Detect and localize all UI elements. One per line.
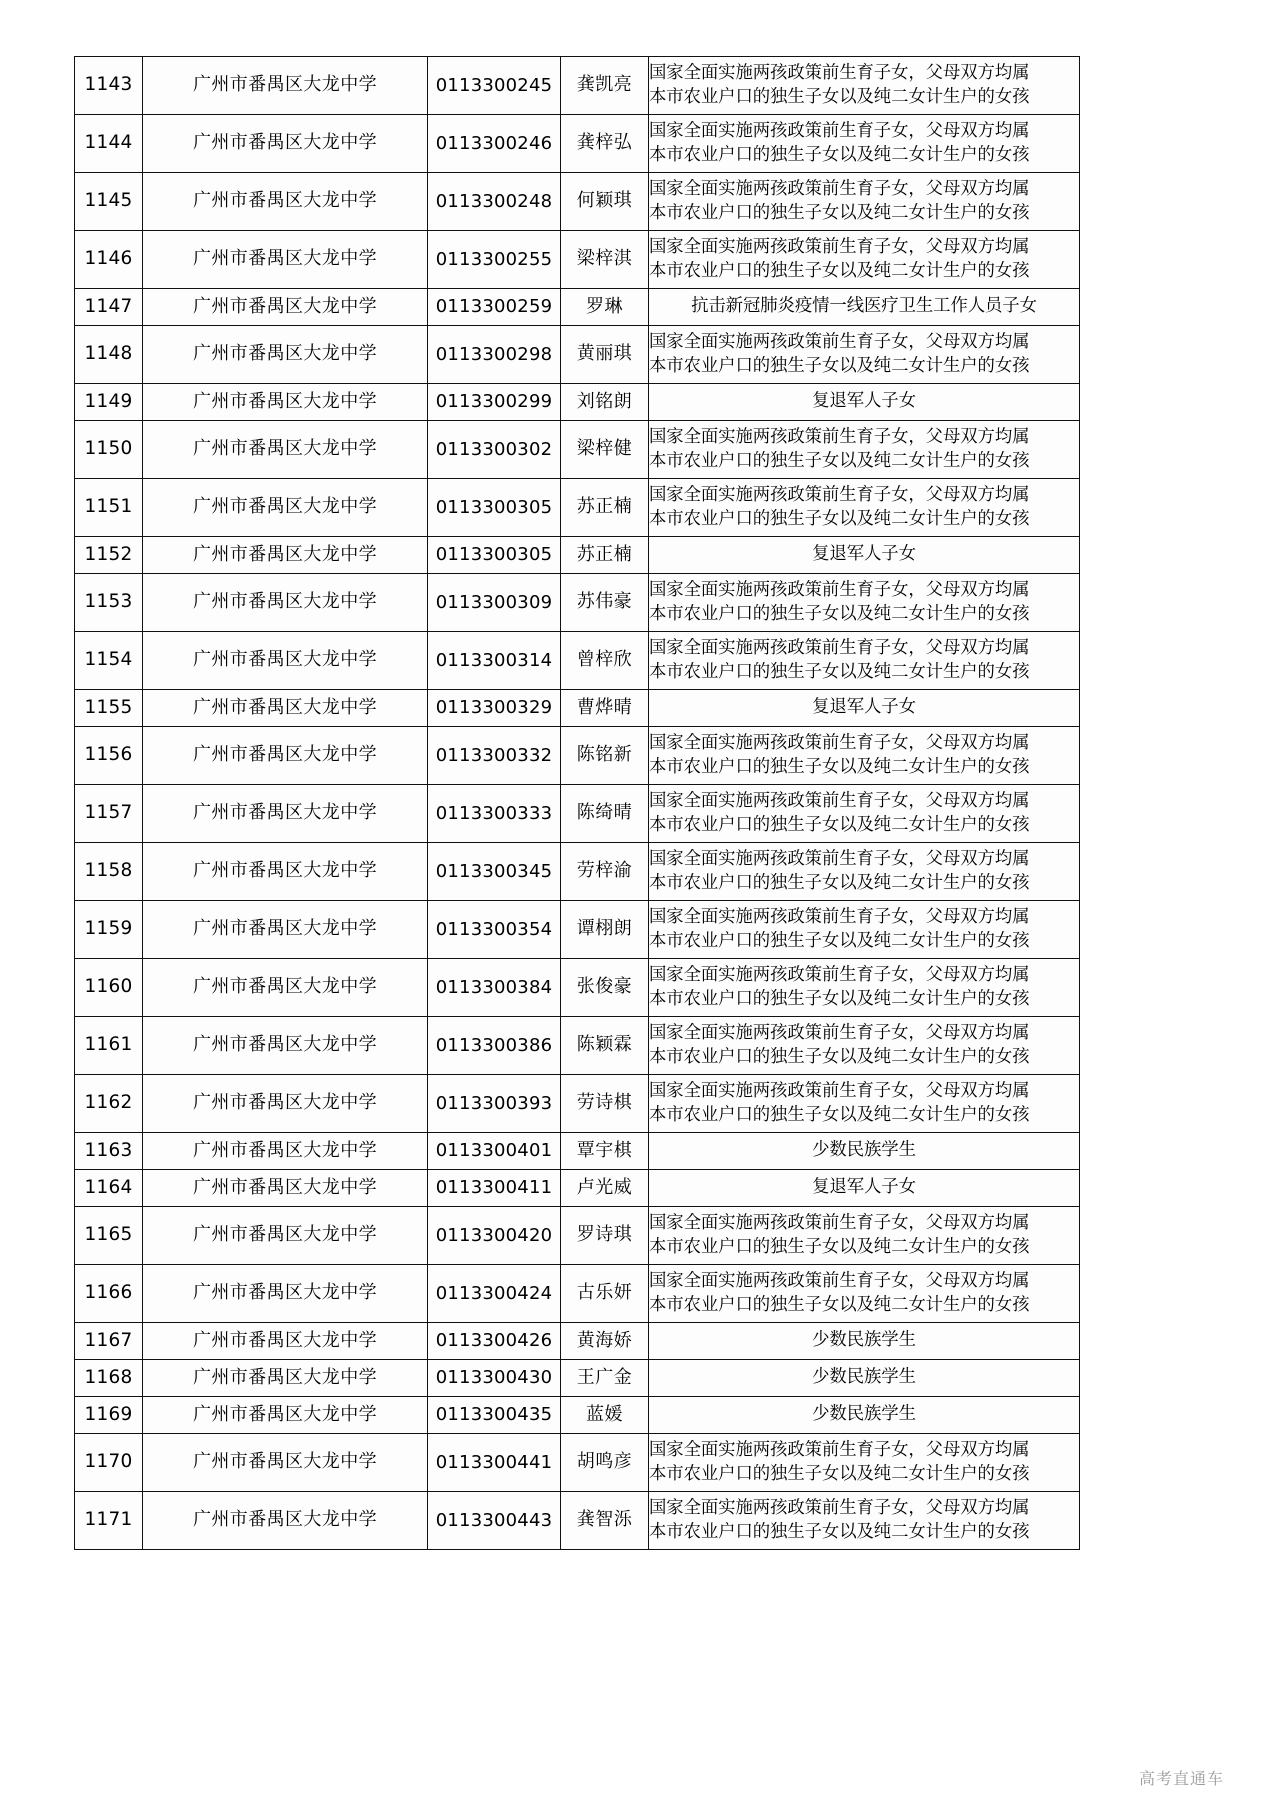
bonus-reason-line-2: 本市农业户口的独生子女以及纯二女计生户的女孩 (649, 756, 1030, 777)
cell-school-name: 广州市番禺区大龙中学 (143, 1017, 428, 1075)
table-row (75, 115, 1080, 173)
cell-sequence-number: 1165 (75, 1207, 143, 1265)
cell-student-name: 苏伟豪 (561, 574, 649, 632)
cell-sequence-number: 1164 (75, 1170, 143, 1207)
table-row (75, 727, 1080, 785)
bonus-reason-line-2: 本市农业户口的独生子女以及纯二女计生户的女孩 (649, 202, 1030, 223)
cell-school-name: 广州市番禺区大龙中学 (143, 690, 428, 727)
cell-school-name: 广州市番禺区大龙中学 (143, 1133, 428, 1170)
bonus-reason-line-1: 国家全面实施两孩政策前生育子女，父母双方均属 (649, 1213, 1030, 1234)
cell-student-name: 张俊豪 (561, 959, 649, 1017)
cell-student-name: 罗琳 (561, 289, 649, 326)
cell-school-name: 广州市番禺区大龙中学 (143, 901, 428, 959)
cell-student-name: 罗诗琪 (561, 1207, 649, 1265)
cell-bonus-reason: 复退军人子女 (649, 384, 1080, 421)
cell-school-name: 广州市番禺区大龙中学 (143, 289, 428, 326)
bonus-reason-line-1: 国家全面实施两孩政策前生育子女，父母双方均属 (649, 1271, 1030, 1292)
cell-student-name: 何颖琪 (561, 173, 649, 231)
cell-exam-number: 0113300435 (428, 1397, 561, 1434)
cell-exam-number: 0113300384 (428, 959, 561, 1017)
cell-exam-number: 0113300298 (428, 326, 561, 384)
cell-student-name: 卢光威 (561, 1170, 649, 1207)
cell-exam-number: 0113300246 (428, 115, 561, 173)
cell-exam-number: 0113300305 (428, 537, 561, 574)
table-row (75, 384, 1080, 421)
cell-exam-number: 0113300401 (428, 1133, 561, 1170)
cell-student-name: 劳诗棋 (561, 1075, 649, 1133)
cell-school-name: 广州市番禺区大龙中学 (143, 574, 428, 632)
roster-table (74, 56, 1080, 1550)
cell-school-name: 广州市番禺区大龙中学 (143, 384, 428, 421)
bonus-reason-line-1: 国家全面实施两孩政策前生育子女，父母双方均属 (649, 63, 1030, 84)
table-row (75, 959, 1080, 1017)
cell-sequence-number: 1161 (75, 1017, 143, 1075)
cell-bonus-reason (649, 57, 1080, 115)
cell-school-name: 广州市番禺区大龙中学 (143, 785, 428, 843)
bonus-reason-line-1: 国家全面实施两孩政策前生育子女，父母双方均属 (649, 179, 1030, 200)
cell-bonus-reason: 少数民族学生 (649, 1133, 1080, 1170)
cell-sequence-number: 1150 (75, 421, 143, 479)
cell-exam-number: 0113300345 (428, 843, 561, 901)
bonus-reason-line-2: 本市农业户口的独生子女以及纯二女计生户的女孩 (649, 1521, 1030, 1542)
cell-school-name: 广州市番禺区大龙中学 (143, 1397, 428, 1434)
cell-exam-number: 0113300354 (428, 901, 561, 959)
cell-student-name: 曾梓欣 (561, 632, 649, 690)
cell-school-name: 广州市番禺区大龙中学 (143, 115, 428, 173)
cell-school-name: 广州市番禺区大龙中学 (143, 843, 428, 901)
bonus-reason-line-2: 本市农业户口的独生子女以及纯二女计生户的女孩 (649, 603, 1030, 624)
cell-exam-number: 0113300248 (428, 173, 561, 231)
bonus-reason-line-1: 国家全面实施两孩政策前生育子女，父母双方均属 (649, 121, 1030, 142)
cell-school-name: 广州市番禺区大龙中学 (143, 537, 428, 574)
bonus-reason-line-2: 本市农业户口的独生子女以及纯二女计生户的女孩 (649, 144, 1030, 165)
cell-bonus-reason (649, 574, 1080, 632)
cell-school-name: 广州市番禺区大龙中学 (143, 479, 428, 537)
table-row (75, 1207, 1080, 1265)
table-row (75, 289, 1080, 326)
cell-student-name: 梁梓淇 (561, 231, 649, 289)
bonus-reason-line-1: 国家全面实施两孩政策前生育子女，父母双方均属 (649, 733, 1030, 754)
cell-sequence-number: 1147 (75, 289, 143, 326)
table-row (75, 421, 1080, 479)
cell-bonus-reason: 少数民族学生 (649, 1323, 1080, 1360)
table-row (75, 1323, 1080, 1360)
cell-school-name: 广州市番禺区大龙中学 (143, 1434, 428, 1492)
cell-sequence-number: 1163 (75, 1133, 143, 1170)
table-row (75, 1170, 1080, 1207)
cell-student-name: 黄丽琪 (561, 326, 649, 384)
bonus-reason-line-1: 国家全面实施两孩政策前生育子女，父母双方均属 (649, 1440, 1030, 1461)
cell-bonus-reason: 复退军人子女 (649, 690, 1080, 727)
bonus-reason-line-2: 本市农业户口的独生子女以及纯二女计生户的女孩 (649, 355, 1030, 376)
bonus-reason-line-2: 本市农业户口的独生子女以及纯二女计生户的女孩 (649, 930, 1030, 951)
cell-exam-number: 0113300420 (428, 1207, 561, 1265)
bonus-reason-line-1: 国家全面实施两孩政策前生育子女，父母双方均属 (649, 485, 1030, 506)
cell-bonus-reason (649, 115, 1080, 173)
cell-exam-number: 0113300332 (428, 727, 561, 785)
cell-bonus-reason: 复退军人子女 (649, 537, 1080, 574)
cell-student-name: 谭栩朗 (561, 901, 649, 959)
bonus-reason-line-2: 本市农业户口的独生子女以及纯二女计生户的女孩 (649, 1236, 1030, 1257)
table-row (75, 1360, 1080, 1397)
table-row (75, 1017, 1080, 1075)
table-row (75, 479, 1080, 537)
cell-exam-number: 0113300259 (428, 289, 561, 326)
cell-exam-number: 0113300305 (428, 479, 561, 537)
cell-student-name: 曹烨晴 (561, 690, 649, 727)
bonus-reason-line-2: 本市农业户口的独生子女以及纯二女计生户的女孩 (649, 86, 1030, 107)
table-row (75, 173, 1080, 231)
table-row (75, 785, 1080, 843)
cell-bonus-reason: 少数民族学生 (649, 1397, 1080, 1434)
cell-sequence-number: 1171 (75, 1492, 143, 1550)
table-row (75, 1265, 1080, 1323)
cell-exam-number: 0113300314 (428, 632, 561, 690)
roster-table-body (75, 57, 1080, 1550)
cell-sequence-number: 1168 (75, 1360, 143, 1397)
cell-exam-number: 0113300393 (428, 1075, 561, 1133)
cell-sequence-number: 1162 (75, 1075, 143, 1133)
cell-school-name: 广州市番禺区大龙中学 (143, 959, 428, 1017)
cell-school-name: 广州市番禺区大龙中学 (143, 326, 428, 384)
cell-school-name: 广州市番禺区大龙中学 (143, 1492, 428, 1550)
cell-exam-number: 0113300329 (428, 690, 561, 727)
table-row (75, 1133, 1080, 1170)
cell-exam-number: 0113300411 (428, 1170, 561, 1207)
cell-student-name: 古乐妍 (561, 1265, 649, 1323)
cell-bonus-reason (649, 1265, 1080, 1323)
cell-sequence-number: 1166 (75, 1265, 143, 1323)
cell-student-name: 刘铭朗 (561, 384, 649, 421)
table-row (75, 231, 1080, 289)
cell-sequence-number: 1151 (75, 479, 143, 537)
bonus-reason-line-2: 本市农业户口的独生子女以及纯二女计生户的女孩 (649, 1104, 1030, 1125)
bonus-reason-line-2: 本市农业户口的独生子女以及纯二女计生户的女孩 (649, 1463, 1030, 1484)
cell-school-name: 广州市番禺区大龙中学 (143, 1265, 428, 1323)
cell-bonus-reason (649, 1492, 1080, 1550)
cell-student-name: 劳梓渝 (561, 843, 649, 901)
table-row (75, 901, 1080, 959)
cell-student-name: 苏正楠 (561, 479, 649, 537)
cell-bonus-reason (649, 1075, 1080, 1133)
cell-school-name: 广州市番禺区大龙中学 (143, 57, 428, 115)
cell-sequence-number: 1169 (75, 1397, 143, 1434)
bonus-reason-line-1: 国家全面实施两孩政策前生育子女，父母双方均属 (649, 907, 1030, 928)
cell-bonus-reason (649, 421, 1080, 479)
table-row (75, 537, 1080, 574)
cell-bonus-reason (649, 959, 1080, 1017)
bonus-reason-line-1: 国家全面实施两孩政策前生育子女，父母双方均属 (649, 1498, 1030, 1519)
cell-bonus-reason: 抗击新冠肺炎疫情一线医疗卫生工作人员子女 (649, 289, 1080, 326)
table-row (75, 574, 1080, 632)
cell-school-name: 广州市番禺区大龙中学 (143, 1207, 428, 1265)
cell-student-name: 陈铭新 (561, 727, 649, 785)
bonus-reason-line-1: 国家全面实施两孩政策前生育子女，父母双方均属 (649, 791, 1030, 812)
cell-student-name: 陈绮晴 (561, 785, 649, 843)
cell-exam-number: 0113300255 (428, 231, 561, 289)
cell-school-name: 广州市番禺区大龙中学 (143, 1360, 428, 1397)
cell-bonus-reason (649, 901, 1080, 959)
bonus-reason-line-2: 本市农业户口的独生子女以及纯二女计生户的女孩 (649, 872, 1030, 893)
bonus-reason-line-2: 本市农业户口的独生子女以及纯二女计生户的女孩 (649, 1046, 1030, 1067)
cell-bonus-reason (649, 843, 1080, 901)
bonus-reason-line-1: 国家全面实施两孩政策前生育子女，父母双方均属 (649, 849, 1030, 870)
cell-student-name: 胡鸣彦 (561, 1434, 649, 1492)
cell-sequence-number: 1152 (75, 537, 143, 574)
cell-student-name: 龚智泺 (561, 1492, 649, 1550)
cell-sequence-number: 1144 (75, 115, 143, 173)
cell-bonus-reason (649, 326, 1080, 384)
cell-bonus-reason (649, 727, 1080, 785)
cell-bonus-reason (649, 1017, 1080, 1075)
cell-sequence-number: 1143 (75, 57, 143, 115)
bonus-reason-line-2: 本市农业户口的独生子女以及纯二女计生户的女孩 (649, 1294, 1030, 1315)
cell-sequence-number: 1157 (75, 785, 143, 843)
cell-student-name: 梁梓健 (561, 421, 649, 479)
bonus-reason-line-2: 本市农业户口的独生子女以及纯二女计生户的女孩 (649, 814, 1030, 835)
cell-sequence-number: 1156 (75, 727, 143, 785)
bonus-reason-line-1: 国家全面实施两孩政策前生育子女，父母双方均属 (649, 1081, 1030, 1102)
cell-school-name: 广州市番禺区大龙中学 (143, 1075, 428, 1133)
cell-bonus-reason: 少数民族学生 (649, 1360, 1080, 1397)
cell-exam-number: 0113300443 (428, 1492, 561, 1550)
bonus-reason-line-2: 本市农业户口的独生子女以及纯二女计生户的女孩 (649, 988, 1030, 1009)
roster-table-container (74, 56, 1079, 1550)
cell-sequence-number: 1148 (75, 326, 143, 384)
cell-student-name: 陈颖霖 (561, 1017, 649, 1075)
table-row (75, 326, 1080, 384)
table-row (75, 1075, 1080, 1133)
cell-sequence-number: 1159 (75, 901, 143, 959)
table-row (75, 1492, 1080, 1550)
cell-school-name: 广州市番禺区大龙中学 (143, 173, 428, 231)
cell-school-name: 广州市番禺区大龙中学 (143, 421, 428, 479)
cell-sequence-number: 1158 (75, 843, 143, 901)
bonus-reason-line-2: 本市农业户口的独生子女以及纯二女计生户的女孩 (649, 661, 1030, 682)
cell-exam-number: 0113300424 (428, 1265, 561, 1323)
cell-exam-number: 0113300302 (428, 421, 561, 479)
cell-student-name: 覃宇棋 (561, 1133, 649, 1170)
bonus-reason-line-1: 国家全面实施两孩政策前生育子女，父母双方均属 (649, 638, 1030, 659)
cell-exam-number: 0113300430 (428, 1360, 561, 1397)
cell-sequence-number: 1145 (75, 173, 143, 231)
cell-student-name: 龚凯亮 (561, 57, 649, 115)
cell-student-name: 蓝媛 (561, 1397, 649, 1434)
cell-exam-number: 0113300441 (428, 1434, 561, 1492)
cell-student-name: 苏正楠 (561, 537, 649, 574)
table-row (75, 843, 1080, 901)
cell-sequence-number: 1153 (75, 574, 143, 632)
cell-exam-number: 0113300309 (428, 574, 561, 632)
cell-student-name: 王广金 (561, 1360, 649, 1397)
bonus-reason-line-1: 国家全面实施两孩政策前生育子女，父母双方均属 (649, 332, 1030, 353)
cell-sequence-number: 1149 (75, 384, 143, 421)
bonus-reason-line-2: 本市农业户口的独生子女以及纯二女计生户的女孩 (649, 450, 1030, 471)
bonus-reason-line-2: 本市农业户口的独生子女以及纯二女计生户的女孩 (649, 260, 1030, 281)
cell-bonus-reason (649, 479, 1080, 537)
bonus-reason-line-1: 国家全面实施两孩政策前生育子女，父母双方均属 (649, 965, 1030, 986)
cell-school-name: 广州市番禺区大龙中学 (143, 727, 428, 785)
cell-sequence-number: 1146 (75, 231, 143, 289)
cell-bonus-reason (649, 1207, 1080, 1265)
cell-school-name: 广州市番禺区大龙中学 (143, 1323, 428, 1360)
cell-school-name: 广州市番禺区大龙中学 (143, 632, 428, 690)
bonus-reason-line-1: 国家全面实施两孩政策前生育子女，父母双方均属 (649, 237, 1030, 258)
cell-sequence-number: 1154 (75, 632, 143, 690)
watermark: 高考直通车 (1138, 1769, 1224, 1788)
cell-exam-number: 0113300333 (428, 785, 561, 843)
bonus-reason-line-1: 国家全面实施两孩政策前生育子女，父母双方均属 (649, 1023, 1030, 1044)
bonus-reason-line-1: 国家全面实施两孩政策前生育子女，父母双方均属 (649, 580, 1030, 601)
cell-exam-number: 0113300299 (428, 384, 561, 421)
cell-exam-number: 0113300386 (428, 1017, 561, 1075)
cell-bonus-reason (649, 231, 1080, 289)
cell-bonus-reason (649, 1434, 1080, 1492)
table-row (75, 57, 1080, 115)
cell-bonus-reason: 复退军人子女 (649, 1170, 1080, 1207)
cell-sequence-number: 1170 (75, 1434, 143, 1492)
cell-sequence-number: 1155 (75, 690, 143, 727)
table-row (75, 632, 1080, 690)
cell-bonus-reason (649, 173, 1080, 231)
cell-bonus-reason (649, 785, 1080, 843)
cell-sequence-number: 1167 (75, 1323, 143, 1360)
cell-exam-number: 0113300245 (428, 57, 561, 115)
cell-school-name: 广州市番禺区大龙中学 (143, 231, 428, 289)
cell-student-name: 黄海娇 (561, 1323, 649, 1360)
bonus-reason-line-2: 本市农业户口的独生子女以及纯二女计生户的女孩 (649, 508, 1030, 529)
table-row (75, 1397, 1080, 1434)
bonus-reason-line-1: 国家全面实施两孩政策前生育子女，父母双方均属 (649, 427, 1030, 448)
table-row (75, 1434, 1080, 1492)
table-row (75, 690, 1080, 727)
cell-bonus-reason (649, 632, 1080, 690)
cell-sequence-number: 1160 (75, 959, 143, 1017)
cell-exam-number: 0113300426 (428, 1323, 561, 1360)
cell-school-name: 广州市番禺区大龙中学 (143, 1170, 428, 1207)
cell-student-name: 龚梓弘 (561, 115, 649, 173)
